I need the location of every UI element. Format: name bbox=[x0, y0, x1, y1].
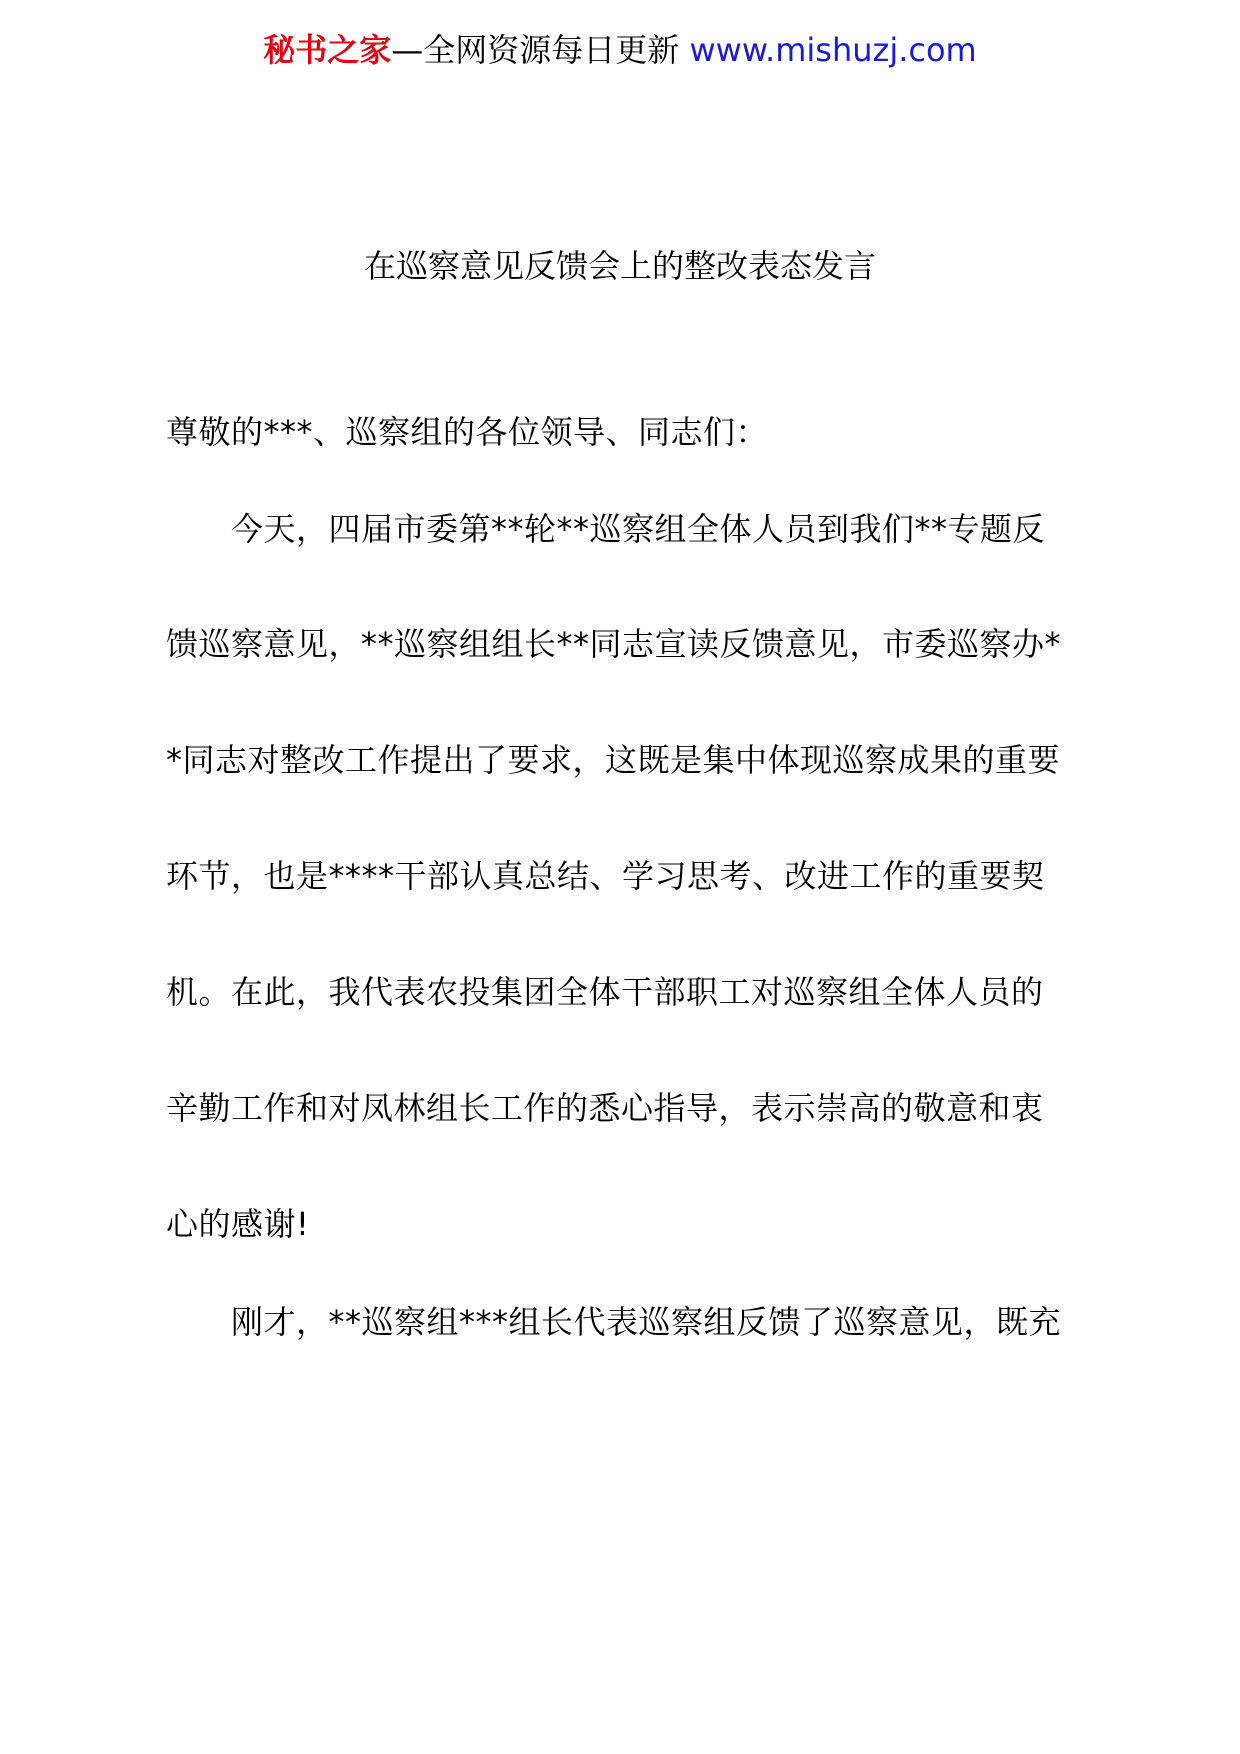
page-header bbox=[0, 28, 1240, 72]
salutation-line: 尊敬的***、巡察组的各位领导、同志们： bbox=[166, 413, 769, 451]
body-line: 馈巡察意见，**巡察组组长**同志宣读反馈意见，市委巡察办* bbox=[166, 625, 1062, 663]
body-line: 今天，四届市委第**轮**巡察组全体人员到我们**专题反 bbox=[166, 510, 1046, 548]
body-line: 环节，也是****干部认真总结、学习思考、改进工作的重要契 bbox=[166, 857, 1045, 895]
header-tagline: —全网资源每日更新 bbox=[391, 31, 690, 69]
brand-name: 秘书之家 bbox=[263, 31, 392, 69]
document-title: 在巡察意见反馈会上的整改表态发言 bbox=[363, 247, 876, 285]
body-line: 刚才，**巡察组***组长代表巡察组反馈了巡察意见，既充 bbox=[166, 1303, 1062, 1341]
body-line: 机。在此，我代表农投集团全体干部职工对巡察组全体人员的 bbox=[166, 973, 1044, 1011]
body-line: 心的感谢! bbox=[166, 1205, 310, 1243]
site-url-link[interactable]: www.mishuzj.com bbox=[689, 31, 977, 69]
body-line: *同志对整改工作提出了要求，这既是集中体现巡察成果的重要 bbox=[166, 741, 1061, 779]
body-line: 辛勤工作和对凤林组长工作的悉心指导，表示崇高的敬意和衷 bbox=[166, 1089, 1044, 1127]
